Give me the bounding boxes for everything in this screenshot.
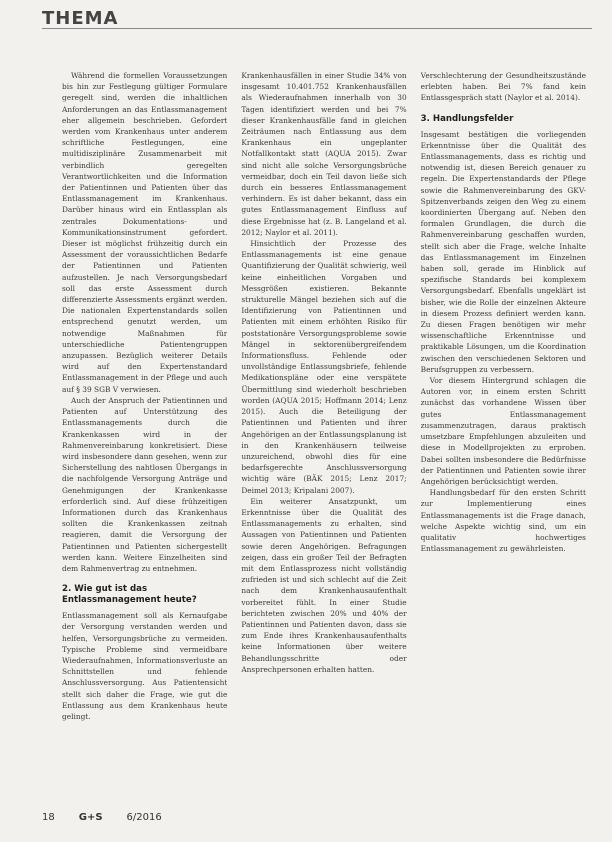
paragraph: Krankenhausfällen in einer Studie 34% von insgesamt 10.401.752 Krankenhausfällen als Wiederaufnahmen innerhalb von 30 Tagen identifiziert werden und bei 7% dieser Krankenhausfälle fand in gleichen Zeiträumen nach Entlassung aus dem Krankenhaus ein ungeplanter Notfallkontakt statt (AQUA 2015). Zwar sind nicht alle solche Versorgungsbrüche vermeidbar, doch ein Teil davon ließe sich durch ein besseres Entlassmanagement verhindern. Es ist daher bekannt, dass ein gutes Entlassmanagement Einfluss auf diese Ergebnisse hat (z. B. Langeland et al. 2012; Naylor et al. 2011). xyxy=(241,71,407,237)
paragraph: Während die formellen Voraussetzungen bis hin zur Festlegung gültiger Formulare geregelt sind, werden die inhaltlichen Anforderungen an das Entlassmanagement eher allgemein beschrieben. Gefordert werden vom Krankenhaus unter anderem schriftliche Festlegungen, eine multidisziplinäre Zusammenarbeit mit verbindlich geregelten Verantwortlichkeiten und die Information der Patientinnen und Patienten über das Entlassmanagement im Krankenhaus. Darüber hinaus wird ein Entlassplan als zentrales Dokumentations- und Kommunikationsinstrument gefordert. Dieser ist möglichst frühzeitig durch ein Assessment der voraussichtlichen Bedarfe der Patientinnen und Patienten aufzustellen. Je nach Versorgungsbedarf soll das erste Assessment durch differenzierte Assessments ergänzt werden. Die nationalen Expertenstandards sollen entsprechend genutzt werden, um notwendige Maßnahmen für unterschiedliche Patientengruppen anzupassen. Bezüglich weiterer Details wird auf den Expertenstandard Entlassmanagement in der Pflege und auch auf § 39 SGB V verwiesen. xyxy=(62,71,228,394)
column-1 xyxy=(62,70,227,790)
header-divider xyxy=(42,28,592,29)
column-2 xyxy=(241,70,406,790)
paragraph: Insgesamt bestätigen die vorliegenden Erkenntnisse über die Qualität des Entlassmanagements, dass es richtig und notwendig ist, diesen Bereich genauer zu regeln. Die Expertenstandards der Pflege sowie die Rahmenvereinbarung des GKV-Spitzenverbands zeigen den Weg zu einem koordinierten Übergang auf. Neben den formalen Grundlagen, die durch die Rahmenvereinbarung geschaffen wurden, stellt sich aber die Frage, welche Inhalte das Entlassmanagement im Einzelnen haben soll, gerade im Hinblick auf spezifische Standards bei komplexem Versorgungsbedarf. Ebenfalls ungeklärt ist bisher, wie die Rolle der einzelnen Akteure in diesem Prozess definiert werden kann. Zu diesen Fragen benötigen wir mehr wissenschaftliche Erkenntnisse und praktikable Lösungen, um die Koordination zwischen den verschiedenen Sektoren und Berufsgruppen zu verbessern. xyxy=(420,129,586,374)
paragraph: Handlungsbedarf für den ersten Schritt zur Implementierung eines Entlassmanagements ist die Frage danach, welche Aspekte wichtig sind, um ein qualitativ hochwertiges Entlassmanagement zu gewährleisten. xyxy=(420,488,586,554)
paragraph: Verschlechterung der Gesundheitszustände erlebten haben. Bei 7% fand kein Entlassgespräch statt (Naylor et al. 2014). xyxy=(420,71,586,103)
paragraph: Auch der Anspruch der Patientinnen und Patienten auf Unterstützung des Entlassmanagements durch die Krankenkassen wird in der Rahmenvereinbarung konkretisiert. Diese wird insbesondere dann gesehen, wenn zur Sicherstellung des nahtlosen Übergangs in die nachfolgende Versorgung Anträge und Genehmigungen der Krankenkasse erforderlich sind. Auf diese frühzeitigen Informationen durch das Krankenhaus sollten die Krankenkassen zeitnah reagieren, damit die Versorgung der Patientinnen und Patienten sichergestellt werden kann. Weitere Einzelheiten sind dem Rahmenvertrag zu entnehmen. xyxy=(62,395,228,573)
section-heading: 3. Handlungsfelder xyxy=(420,113,514,124)
paragraph: Vor diesem Hintergrund schlagen die Autoren vor, in einem ersten Schritt zunächst das vorhandene Wissen über gutes Entlassmanagement zusammenzutragen, daraus praktisch umsetzbare Empfehlungen abzuleiten und diese in Modellprojekten zu erproben. Dabei sollten insbesondere die Bedürfnisse der Patientinnen und Patienten sowie ihrer Angehörigen berücksichtigt werden. xyxy=(420,376,586,486)
page-number: 18 xyxy=(42,812,55,823)
issue-number: 6/2016 xyxy=(126,812,162,823)
paragraph: Hinsichtlich der Prozesse des Entlassmanagements ist eine genaue Quantifizierung der Qualität schwierig, weil keine einheitlichen Vorgaben und Messgrößen existieren. Bekannte strukturelle Mängel beziehen sich auf die Identifizierung von Patientinnen und Patienten mit einem erhöhten Risiko für poststationäre Versorgungsprobleme sowie Mängel in sektorenübergreifendem Informationsfluss. Fehlende oder unvollständige Entlassungsbriefe, fehlende Medikationspläne oder eine verspätete Übermittlung sind wiederholt beschrieben worden (AQUA 2015; Hoffmann 2014; Lenz 2015). Auch die Beteiligung der Patientinnen und Patienten und ihrer Angehörigen an der Entlassungsplanung ist in den Krankenhäusern teilweise unzureichend, obwohl dies für eine bedarfsgerechte Anschlussversorgung wichtig wäre (BÄK 2015; Lenz 2017; Deimel 2013; Kripalani 2007). xyxy=(241,239,407,495)
article-body xyxy=(62,70,586,790)
column-3 xyxy=(421,70,586,790)
paragraph: Ein weiterer Ansatzpunkt, um Erkenntnisse über die Qualität des Entlassmanagements zu erhalten, sind Aussagen von Patientinnen und Patienten sowie deren Angehörigen. Befragungen zeigen, dass ein großer Teil der Befragten mit dem Entlassprozess nicht vollständig zufrieden ist und sich schlecht auf die Zeit nach dem Krankenhausaufenthalt vorbereitet fühlt. In einer Studie berichteten zwischen 20% und 40% der Patientinnen und Patienten davon, dass sie zum Ende ihres Krankenhausaufenthalts keine Informationen über weitere Behandlungsschritte oder Ansprechpersonen erhalten hatten. xyxy=(241,496,407,674)
section-heading: 2. Wie gut ist das Entlassmanagement heute? xyxy=(62,584,197,606)
magazine-name: G+S xyxy=(78,812,103,823)
section-title: THEMA xyxy=(42,8,119,29)
page-footer xyxy=(42,812,162,823)
paragraph: Entlassmanagement soll als Kernaufgabe der Versorgung verstanden werden und helfen, Versorgungsbrüche zu vermeiden. Typische Probleme sind vermeidbare Wiederaufnahmen, Informationsverluste an Schnittstellen und fehlende Anschlussversorgung. Aus Patientensicht stellt sich daher die Frage, wie gut die Entlassung aus dem Krankenhaus heute gelingt. xyxy=(62,611,228,721)
